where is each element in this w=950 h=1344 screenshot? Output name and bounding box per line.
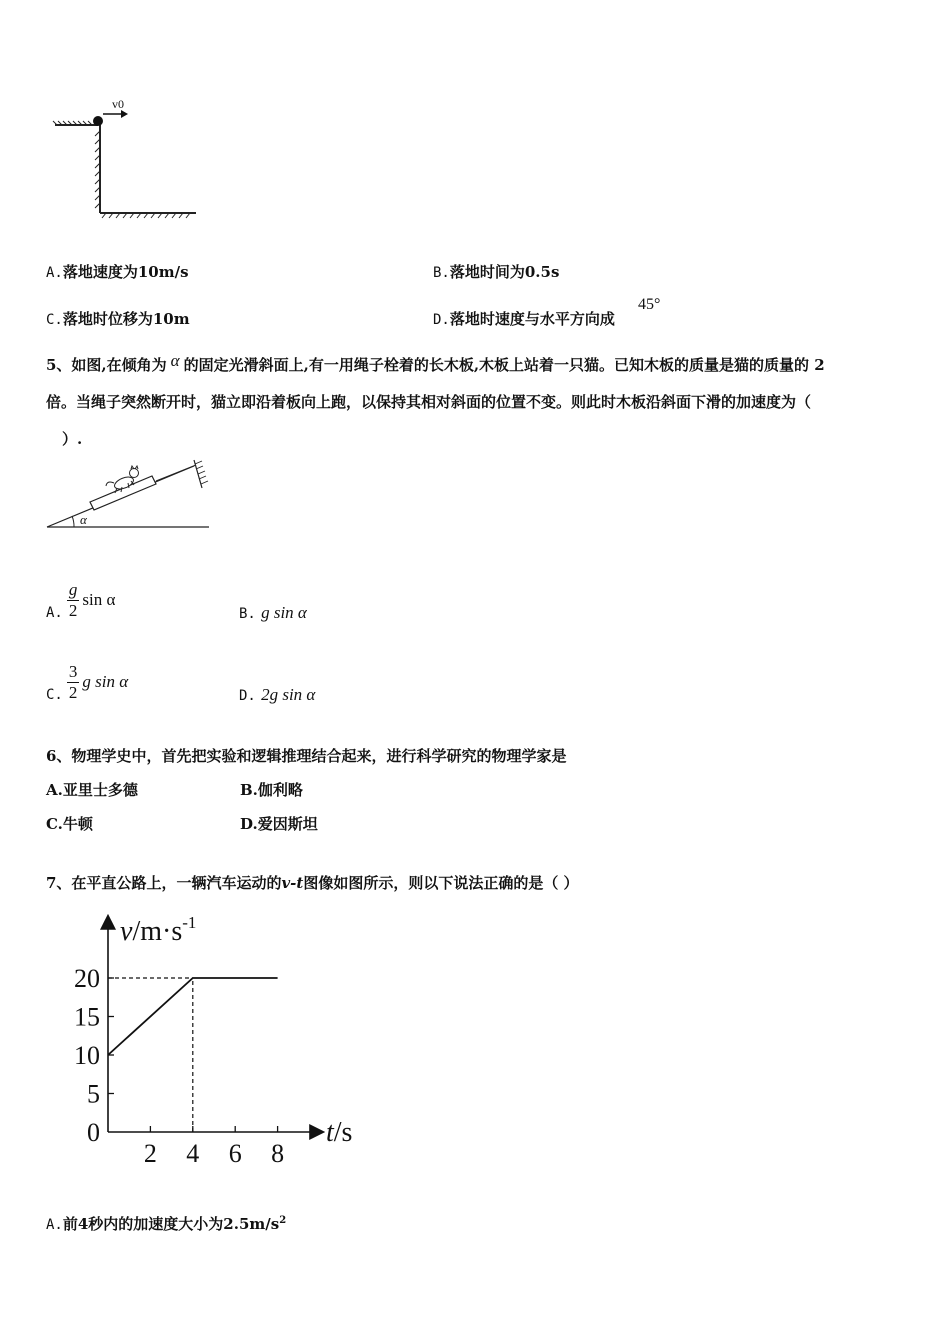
- q6-stem: 6、物理学史中，首先把实验和逻辑推理结合起来，进行科学研究的物理学家是: [46, 747, 567, 765]
- q5-option-d[interactable]: D. 2g sin α: [239, 685, 316, 704]
- y-tick-label: 10: [74, 1041, 100, 1070]
- q7-stem: 7、在平直公路上，一辆汽车运动的v-t图像如图所示，则以下说法正确的是（ ）: [46, 874, 579, 892]
- y-tick-label: 0: [87, 1118, 100, 1147]
- q4-option-d-angle: 45°: [638, 296, 661, 313]
- q4-option-a[interactable]: A.落地速度为10m/s: [46, 263, 189, 281]
- q6-option-c[interactable]: C.牛顿: [46, 815, 93, 833]
- x-tick-label: 8: [271, 1139, 285, 1168]
- q5-option-c[interactable]: C. $\frac{3}{2}$ g sin α: [46, 662, 129, 703]
- q4-option-c[interactable]: C.落地时位移为10m: [46, 310, 190, 328]
- q6-option-d[interactable]: D.爱因斯坦: [240, 815, 318, 833]
- y-axis-label: $v/m\cdot s^{-1}$: [120, 913, 197, 947]
- q4-option-d[interactable]: D.落地时速度与水平方向成: [433, 310, 615, 328]
- incline-angle-label: α: [80, 512, 87, 527]
- vt-chart: [50, 905, 370, 1175]
- y-tick-label: 5: [87, 1079, 100, 1109]
- q5-option-a[interactable]: A. $\frac{g}{2}$ sin α: [46, 580, 116, 621]
- q5-stem-line1: 5、如图,在倾角为 α 的固定光滑斜面上,有一用绳子栓着的长木板,木板上站着一只猫。已知木板的质量是猫的质量的 2: [46, 351, 825, 374]
- q5-option-b[interactable]: B. g sin α: [239, 603, 307, 622]
- q4-option-b[interactable]: B.落地时间为0.5s: [433, 263, 560, 281]
- x-tick-label: 6: [228, 1139, 242, 1168]
- y-tick-label: 20: [74, 964, 100, 993]
- incline-figure: [44, 458, 214, 538]
- q6-option-a[interactable]: A.亚里士多德: [46, 781, 138, 799]
- x-axis-label: t/s: [326, 1117, 353, 1148]
- q6-option-b[interactable]: B.伽利略: [240, 781, 303, 799]
- q5-stem-line3: ）.: [62, 430, 83, 448]
- ball: [93, 116, 103, 126]
- q7-option-a[interactable]: A.前4秒内的加速度大小为$2.5m/s^2$: [46, 1215, 287, 1233]
- x-tick-label: 2: [143, 1139, 157, 1168]
- x-tick-label: 4: [186, 1139, 200, 1168]
- q5-stem-line2: 倍。当绳子突然断开时，猫立即沿着板向上跑，以保持其相对斜面的位置不变。则此时木板沿斜面下滑的加速度为（: [46, 393, 812, 411]
- v0-label: v0: [112, 97, 124, 111]
- y-tick-label: 15: [74, 1002, 100, 1032]
- cliff-figure: [50, 95, 210, 225]
